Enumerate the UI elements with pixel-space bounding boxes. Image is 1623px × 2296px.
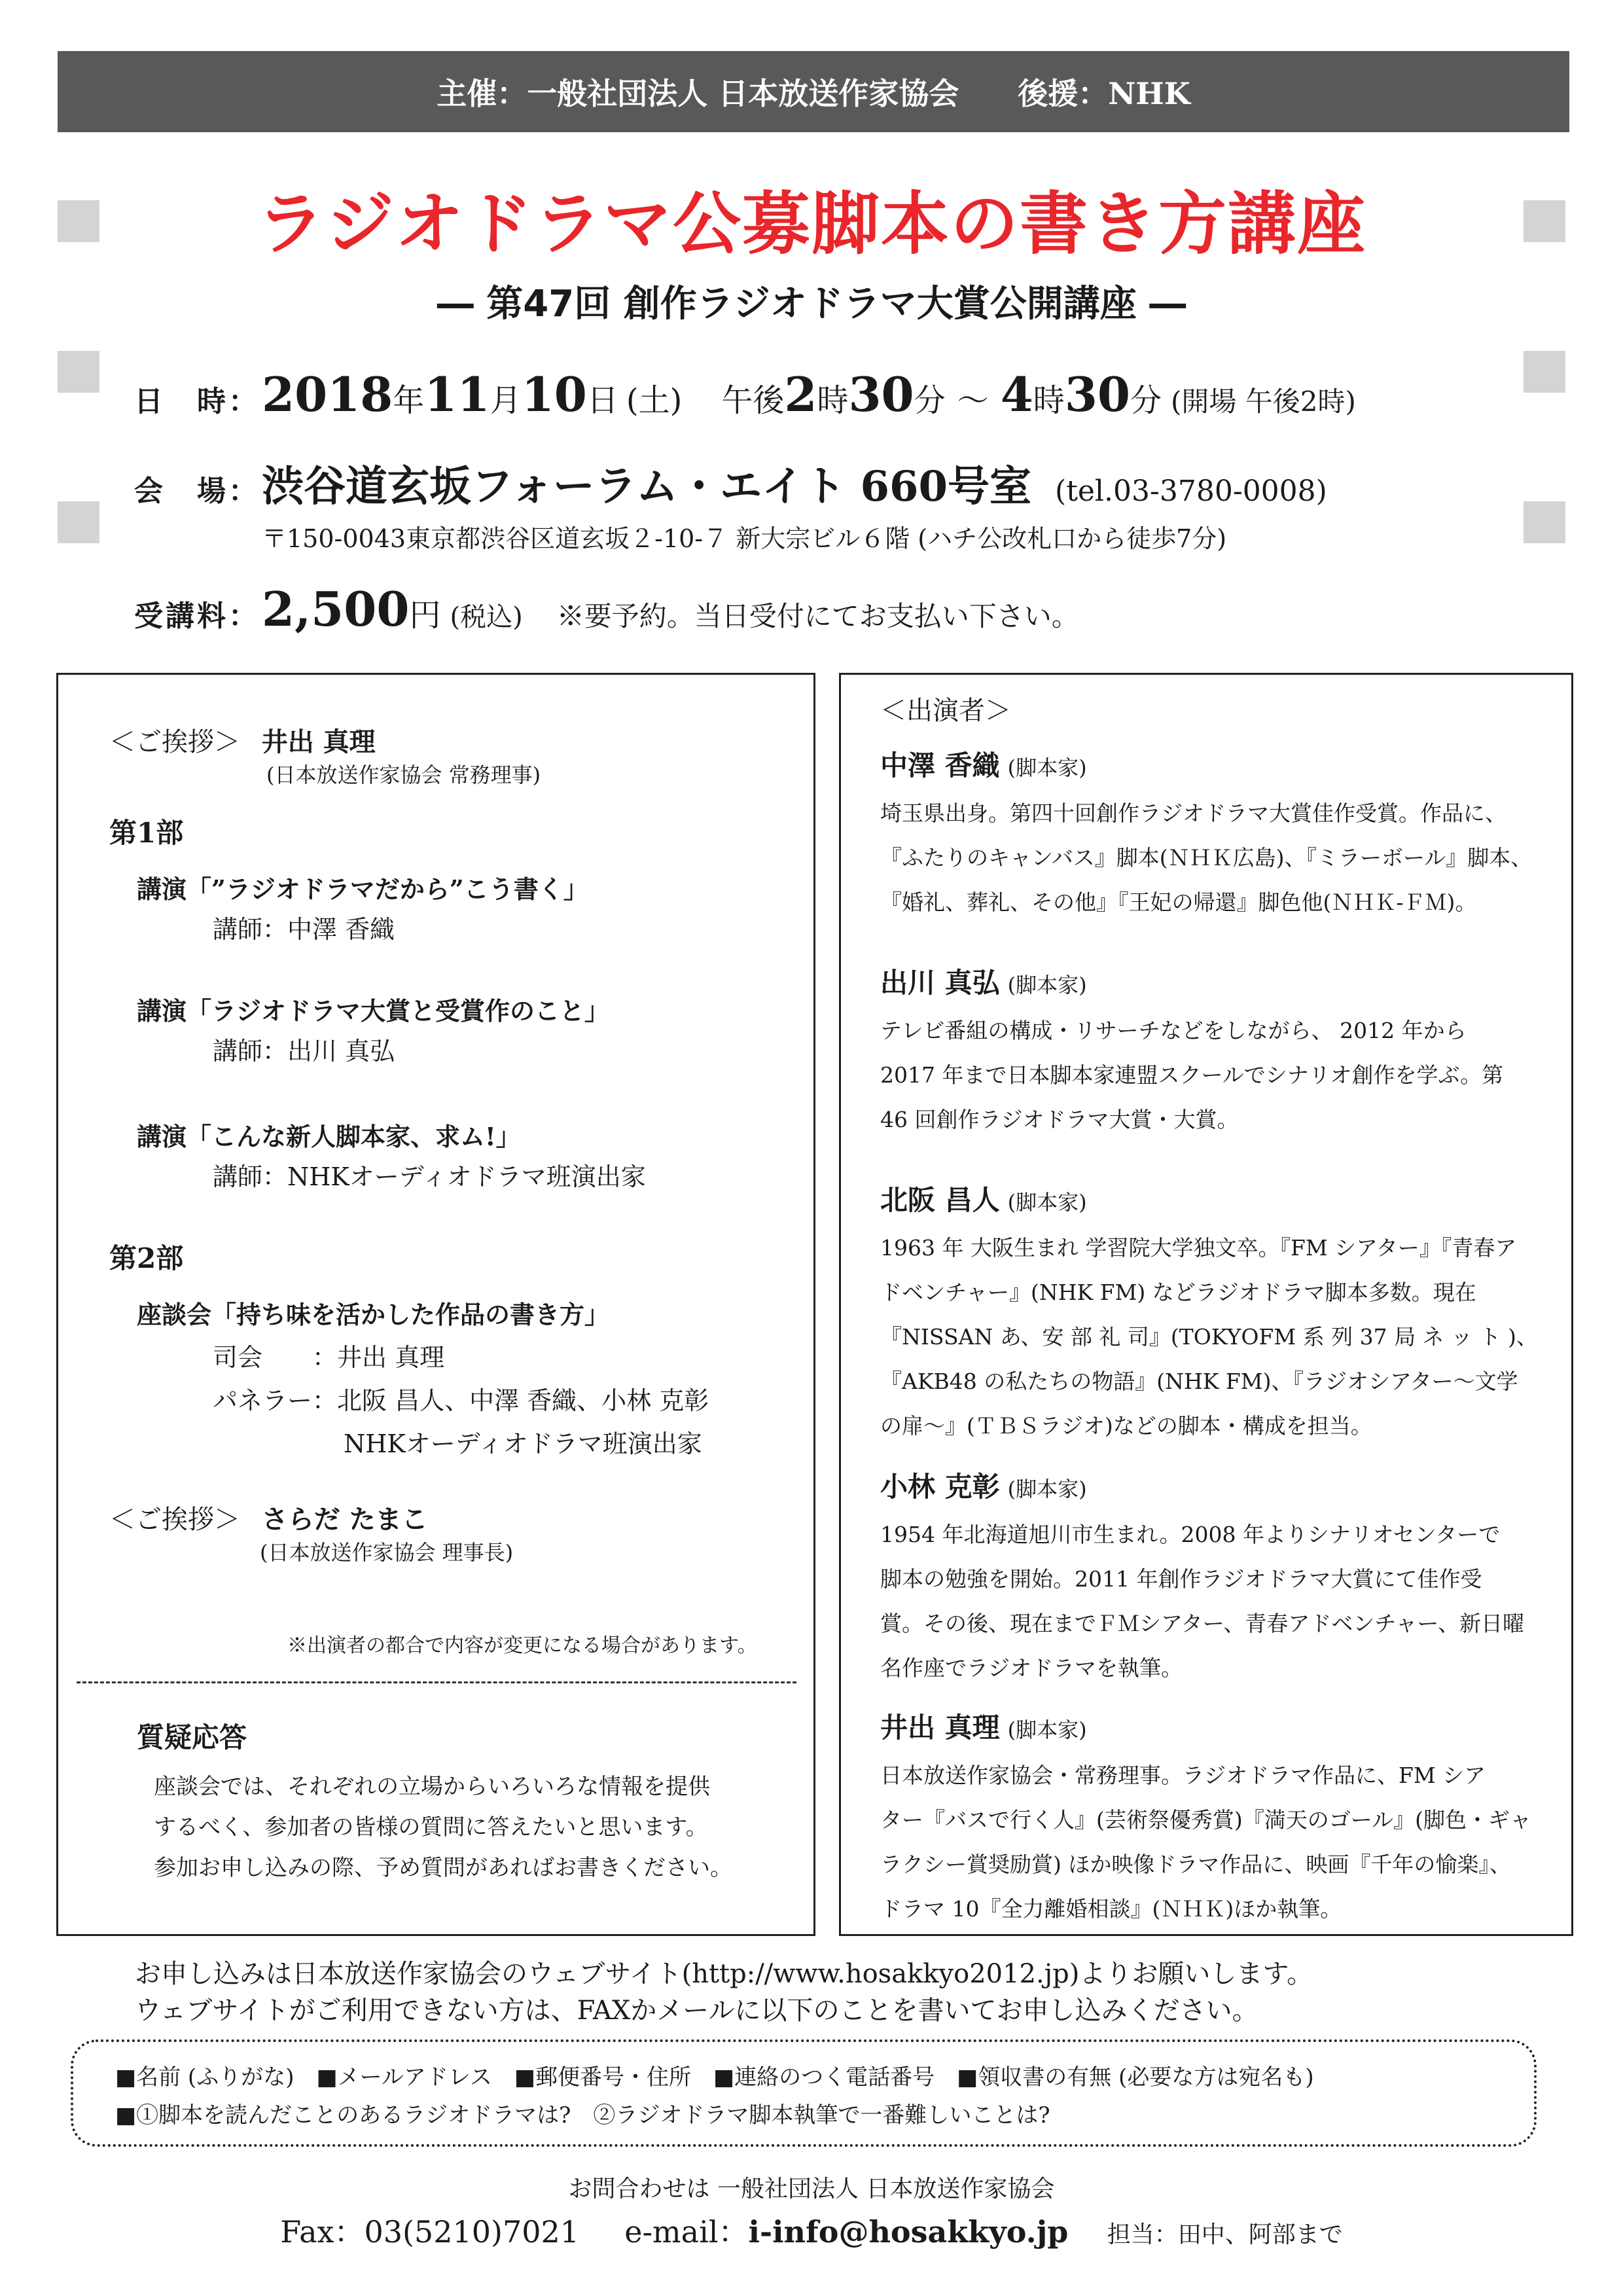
fee-amount: 2,500 — [262, 581, 410, 637]
contact-person: 担当：田中、阿部まで — [1107, 2221, 1343, 2248]
venue-address: 〒150-0043東京都渋谷区道玄坂２-10-７ 新大宗ビル６階 (ハチ公改札口から徒歩7分) — [262, 524, 1227, 553]
greeting2-title: (日本放送作家協会 理事長) — [260, 1540, 514, 1565]
lecture1-title: 講演「”ラジオドラマだから”こう書く」 — [137, 874, 588, 904]
performer-item: 井出 真理 (脚本家) 日本放送作家協会・常務理事。ラジオドラマ作品に、FM シア ター『バスで行く人』(芸術祭優秀賞)『満天のゴール』(脚色・ギャ ラクシー賞奨励賞) ほか映像ドラマ作品に、映画『千年の愉楽』、 ドラマ 10『全力離婚相談』(ＮＨＫ)ほか執筆。 — [880, 1712, 1531, 1922]
page-subtitle: ― 第47回 創作ラジオドラマ大賞公開講座 ― — [437, 283, 1186, 325]
lecture3-speaker: 講師：NHKオーディオドラマ班演出家 — [213, 1162, 646, 1191]
change-note: ※出演者の都合で内容が変更になる場合があります。 — [287, 1634, 757, 1657]
application-form-box — [71, 2039, 1537, 2147]
panelists-row: パネラー：北阪 昌人、中澤 香織、小林 克彰 — [213, 1386, 709, 1415]
performer-name: 出川 真弘 — [880, 967, 1000, 999]
greeting1-name: 井出 真理 — [261, 726, 376, 757]
greeting2-name: さらだ たまこ — [261, 1504, 428, 1535]
performer-name: 井出 真理 — [880, 1712, 1000, 1744]
greeting2-label: ＜ご挨拶＞ — [109, 1505, 240, 1535]
form-line-1: ■名前 (ふりがな) ■メールアドレス ■郵便番号・住所 ■連絡のつく電話番号 ■領収書の有無 (必要な方は宛名も) — [115, 2064, 1314, 2090]
opening-time: (開場 午後2時) — [1171, 386, 1356, 418]
performers-box — [839, 673, 1573, 1936]
form-line-2: ■①脚本を読んだことのあるラジオドラマは? ②ラジオドラマ脚本執筆で一番難しいことは? — [115, 2102, 1050, 2128]
organizer-text: 主催：一般社団法人 日本放送作家協会 — [437, 76, 959, 111]
fee-label: 受講料： — [134, 600, 260, 633]
page-title: ラジオドラマ公募脚本の書き方講座 — [256, 184, 1366, 264]
performer-item: 中澤 香織 (脚本家) 埼玉県出身。第四十回創作ラジオドラマ大賞佳作受賞。作品に、 『ふたりのキャンバス』脚本(ＮＨＫ広島)、『ミラーボール』脚本、 『婚礼、葬礼、その他』『王妃の帰還』脚色他(ＮＨＫ-ＦＭ)。 — [880, 749, 1533, 915]
performer-name: 小林 克彰 — [880, 1471, 1000, 1503]
date-row: 日 時： 2018 年 11 月 10 日 (土) 午後 2 時 30 分 ～ 4 時 30 分 (開場 午後2時) — [134, 367, 1356, 422]
application-line-2: ウェブサイトがご利用できない方は、FAXかメールに以下のことを書いてお申し込みください。 — [135, 1996, 1258, 2026]
email-address[interactable]: i-info@hosakkyo.jp — [748, 2214, 1069, 2250]
part1-title: 第1部 — [109, 817, 184, 849]
program-box — [56, 673, 815, 1936]
application-line-1: お申し込みは日本放送作家協会のウェブサイト(http://www.hosakkyo2012.jp)よりお願いします。 — [135, 1959, 1313, 1989]
venue-row — [134, 453, 1327, 513]
lecture2-title: 講演「ラジオドラマ大賞と受賞作のこと」 — [137, 996, 610, 1026]
venue-tel: (tel.03-3780-0008) — [1055, 475, 1327, 508]
moderator-row: 司会 ：井出 真理 — [213, 1343, 445, 1372]
performer-name: 北阪 昌人 — [880, 1184, 1000, 1216]
deco-square — [58, 501, 99, 543]
header-bar — [58, 51, 1569, 132]
deco-square — [1524, 351, 1565, 393]
panelists-row-2: NHKオーディオドラマ班演出家 — [344, 1429, 702, 1458]
part2-title: 第2部 — [109, 1242, 184, 1274]
performers-heading: ＜出演者＞ — [880, 696, 1011, 726]
lecture3-title: 講演「こんな新人脚本家、求ム!」 — [137, 1122, 521, 1151]
contact-heading: お問合わせは 一般社団法人 日本放送作家協会 — [568, 2176, 1055, 2202]
fax-number: 03(5210)7021 — [364, 2214, 580, 2250]
performer-item: 出川 真弘 (脚本家) テレビ番組の構成・リサーチなどをしながら、 2012 年から 2017 年まで日本脚本家連盟スクールでシナリオ創作を学ぶ。第 46 回創作ラジオドラマ大賞・大賞。 — [880, 967, 1504, 1132]
contact-line: Fax：03(5210)7021 e-mail：i-info@hosakkyo.jp 担当：田中、阿部まで — [280, 2214, 1343, 2250]
lecture2-speaker: 講師：出川 真弘 — [213, 1037, 395, 1066]
date-weekday: (土) — [626, 382, 683, 419]
greeting1-title: (日本放送作家協会 常務理事) — [266, 762, 541, 787]
performer-item: 小林 克彰 (脚本家) 1954 年北海道旭川市生まれ。2008 年よりシナリオセンターで 脚本の勉強を開始。2011 年創作ラジオドラマ大賞にて佳作受 賞。その後、現在までＦＭシアター、青春アドベンチャー、新日曜 名作座でラジオドラマを執筆。 — [880, 1471, 1525, 1681]
venue-label: 会 場： — [134, 475, 260, 508]
divider — [77, 1681, 796, 1683]
fee-note: ※要予約。当日受付にてお支払い下さい。 — [556, 600, 1079, 632]
sponsor-text: 後援：NHK — [1018, 76, 1190, 111]
performer-item: 北阪 昌人 (脚本家) 1963 年 大阪生まれ 学習院大学独文卒。『FM シアター』『青春ア ドベンチャー』(NHK FM) などラジオドラマ脚本多数。現在 『NISSAN あ、安 部 礼 司』(TOKYOFM 系 列 37 局 ネ ッ ト )、 『AKB48 の私たちの物語』(NHK FM)、『ラジオシアター～文学 の扉～』(ＴＢＳラジオ)などの脚本・構成を担当。 — [880, 1184, 1538, 1439]
deco-square — [58, 351, 99, 393]
qa-title: 質疑応答 — [137, 1721, 247, 1753]
qa-text: 座談会では、それぞれの立場からいろいろな情報を提供 するべく、参加者の皆様の質問に答えたいと思います。 参加お申し込みの際、予め質問があればお書きください。 — [154, 1774, 732, 1881]
venue-name: 渋谷道玄坂フォーラム・エイト 660号室 — [262, 462, 1032, 511]
fee-row: 受講料： 2,500 円 (税込) ※要予約。当日受付にてお支払い下さい。 — [134, 581, 1079, 637]
date-label: 日 時： — [134, 385, 260, 418]
panel-title: 座談会「持ち味を活かした作品の書き方」 — [137, 1300, 610, 1329]
greeting1-label: ＜ご挨拶＞ — [109, 727, 240, 757]
lecture1-speaker: 講師：中澤 香織 — [213, 915, 395, 944]
deco-square — [1524, 501, 1565, 543]
performer-name: 中澤 香織 — [880, 749, 1000, 781]
